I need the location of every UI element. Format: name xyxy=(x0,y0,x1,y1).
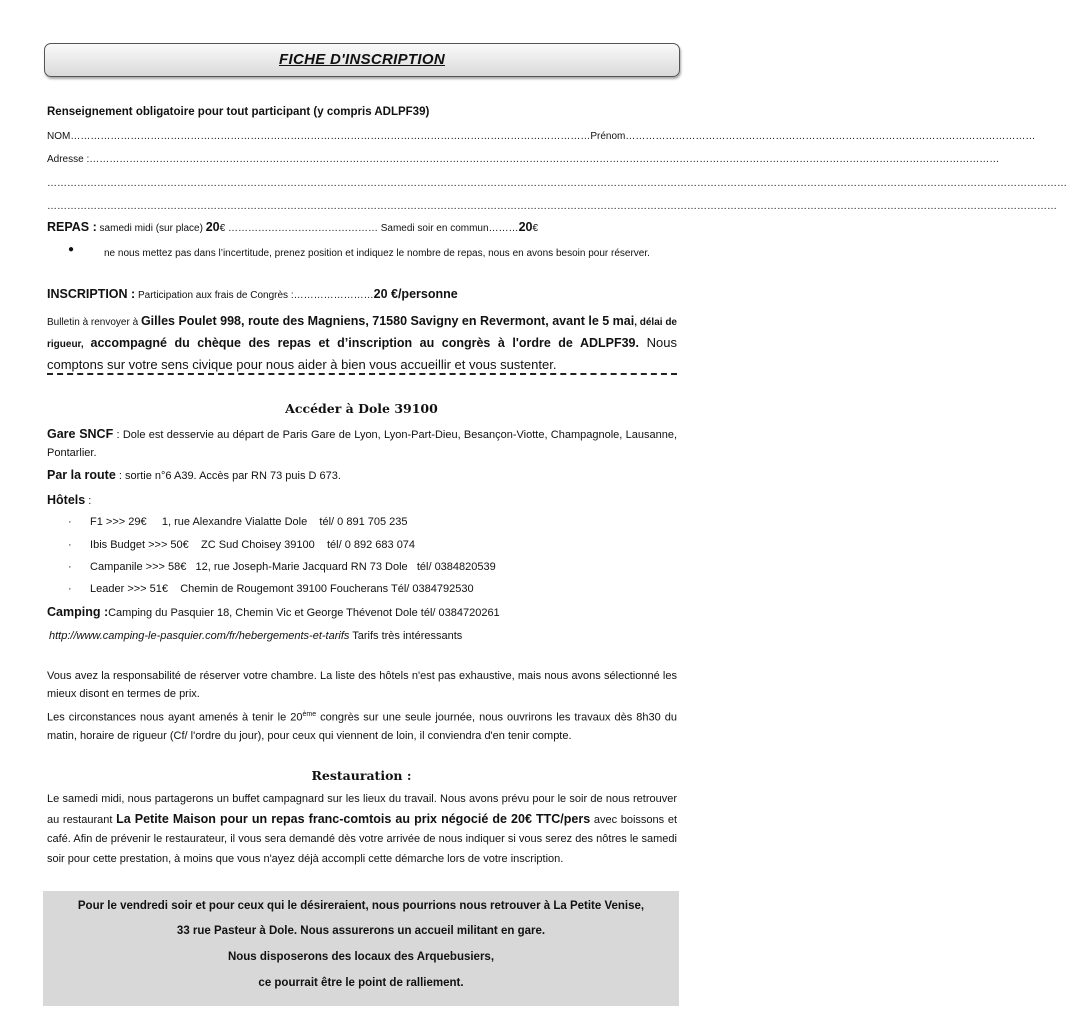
circumstances-sup: ème xyxy=(302,711,317,718)
hotel-text: Ibis Budget >>> 50€ ZC Sud Choisey 39100 tél/ 0 892 683 074 xyxy=(90,539,416,551)
bulletin-delay: , délai de rigueur, xyxy=(47,317,677,350)
inscription-label: INSCRIPTION : xyxy=(47,287,136,301)
hotel-item xyxy=(68,561,496,573)
camping-url[interactable]: http://www.camping-le-pasquier.com/fr/hebergements-et-tarifs xyxy=(49,630,350,642)
hotels-label: Hôtels xyxy=(47,493,86,507)
circumstances-text-b: congrès sur une seule journée, nous ouvrirons les travaux dès 8h30 du matin, horaire de rigueur (Cf/ l'ordre du jour), pour ceux qui viennent de loin, il conviendra d'en tenir compte. xyxy=(47,711,677,742)
responsibility-paragraph: Vous avez la responsabilité de réserver votre chambre. La liste des hôtels n'est pas exhaustive, mais nous avons sélectionné les mieux disont en termes de prix. xyxy=(47,670,677,700)
camping-url-line xyxy=(49,627,679,645)
restauration-text-a: Le samedi midi, nous partagerons un buffet campagnard sur les lieux du travail. Nous avons prévu pour le soir de nous retrouver au restaurant xyxy=(47,793,677,826)
hotel-item xyxy=(68,516,408,528)
gare-label: Gare SNCF xyxy=(47,427,114,441)
bulletin-address: Gilles Poulet 998, route des Magniens, 71580 Savigny en Revermont, avant le 5 mai xyxy=(140,314,635,328)
nom-prenom-line: NOM…………………………………………………………………………………………………………………………………………Prénom…………………………………………………………………………………………………………… xyxy=(47,131,1036,142)
restauration-text-b: avec boissons et café. Afin de prévenir le restaurateur, il vous sera demandé dès votre arrivée de nous indiquer si vous serez des nôtres le samedi soir pour cette prestation, à moins que vous n'ayez déjà accompli cette démarche lors de votre inscription. xyxy=(47,813,678,865)
repas-soir-price: 20 xyxy=(518,220,533,234)
camping-text: Camping du Pasquier 18, Chemin Vic et George Thévenot Dole tél/ 0384720261 xyxy=(108,607,500,619)
bulletin-paragraph xyxy=(47,311,677,377)
circumstances-paragraph xyxy=(47,706,677,745)
footer-line-2: 33 rue Pasteur à Dole. Nous assurerons un accueil militant en gare. xyxy=(176,925,546,937)
footer-line-1: Pour le vendredi soir et pour ceux qui le désireraient, nous pourrions nous retrouver à La Petite Venise, xyxy=(77,900,645,912)
hotel-text: Leader >>> 51€ Chemin de Rougemont 39100 Foucherans Tél/ 0384792530 xyxy=(90,583,474,595)
repas-line xyxy=(47,220,677,234)
page-title: FICHE D'INSCRIPTION xyxy=(279,51,445,68)
camping-note: Tarifs très intéressants xyxy=(349,630,463,642)
repas-euro: € xyxy=(532,223,539,234)
restauration-bold: La Petite Maison pour un repas franc-comtois au prix négocié de 20€ TTC/pers xyxy=(116,811,591,826)
hotel-text: Campanile >>> 58€ 12, rue Joseph-Marie Jacquard RN 73 Dole tél/ 0384820539 xyxy=(90,561,496,573)
hotels-heading xyxy=(47,491,677,510)
footer-info-box xyxy=(43,891,679,1006)
access-heading: Accéder à Dole 39100 xyxy=(285,401,438,416)
inscription-price: 20 xyxy=(373,287,388,301)
adresse-line: Adresse :………………………………………………………………………………………………………………………………………………………………………………………………………………………………………………… xyxy=(47,154,1000,165)
repas-midi-price: 20 xyxy=(205,220,220,234)
hotel-bullet: · xyxy=(68,583,72,595)
inscription-unit: €/personne xyxy=(387,287,458,301)
blank-line-2: …………………………………………………………………………………………………………………………………………………………………………………………………………………………………………………………………………… xyxy=(47,201,1057,212)
bulletin-civic: Nous comptons sur votre sens civique pour nous aider à bien vous accueillir et vous sustenter. xyxy=(47,335,677,372)
restauration-heading: Restauration : xyxy=(311,768,412,783)
repas-note: ne nous mettez pas dans l’incertitude, prenez position et indiquez le nombre de repas, nous en avons besoin pour réserver. xyxy=(104,248,650,259)
mandatory-heading: Renseignement obligatoire pour tout participant (y compris ADLPF39) xyxy=(47,106,430,118)
bulletin-cheque: accompagné du chèque des repas et d’inscription au congrès à l'ordre de ADLPF39. xyxy=(90,336,639,350)
title-box xyxy=(44,43,680,77)
route-label: Par la route xyxy=(47,468,116,482)
hotel-bullet: · xyxy=(68,539,72,551)
footer-line-3: Nous disposerons des locaux des Arquebusiers, xyxy=(227,951,495,963)
hotel-bullet: · xyxy=(68,561,72,573)
camping-line xyxy=(47,603,677,622)
repas-midi-text: samedi midi (sur place) xyxy=(96,223,206,234)
hotel-item xyxy=(68,539,415,551)
camping-label: Camping : xyxy=(47,605,109,619)
gare-paragraph xyxy=(47,425,677,462)
restauration-paragraph xyxy=(47,790,677,869)
route-paragraph xyxy=(47,466,677,485)
bullet-dot: ● xyxy=(68,244,75,255)
bulletin-prefix: Bulletin à renvoyer à xyxy=(47,317,141,328)
hotel-bullet: · xyxy=(68,516,72,528)
dashed-separator xyxy=(47,373,677,375)
hotel-item xyxy=(68,583,474,595)
blank-line-1: ……………………………………………………………………………………………………………………………………………………………………………………………………………………………………………………………………………… xyxy=(47,178,1067,189)
hotel-text: F1 >>> 29€ 1, rue Alexandre Vialatte Dole tél/ 0 891 705 235 xyxy=(90,516,408,528)
inscription-line xyxy=(47,287,677,301)
route-text: : sortie n°6 A39. Accès par RN 73 puis D 673. xyxy=(115,470,341,482)
repas-midi-dots: € ……………………………………… Samedi soir en commun……… xyxy=(219,223,519,234)
hotels-colon: : xyxy=(85,495,92,507)
gare-text: : Dole est desservie au départ de Paris Gare de Lyon, Lyon-Part-Dieu, Besançon-Viotte, Champagnole, Lausanne, Pontarlier. xyxy=(47,429,678,459)
footer-line-4: ce pourrait être le point de ralliement. xyxy=(258,977,464,989)
repas-label: REPAS : xyxy=(47,220,97,234)
circumstances-text-a: Les circonstances nous ayant amenés à tenir le 20 xyxy=(47,711,303,724)
inscription-text: Participation aux frais de Congrès :…………………… xyxy=(135,290,374,301)
